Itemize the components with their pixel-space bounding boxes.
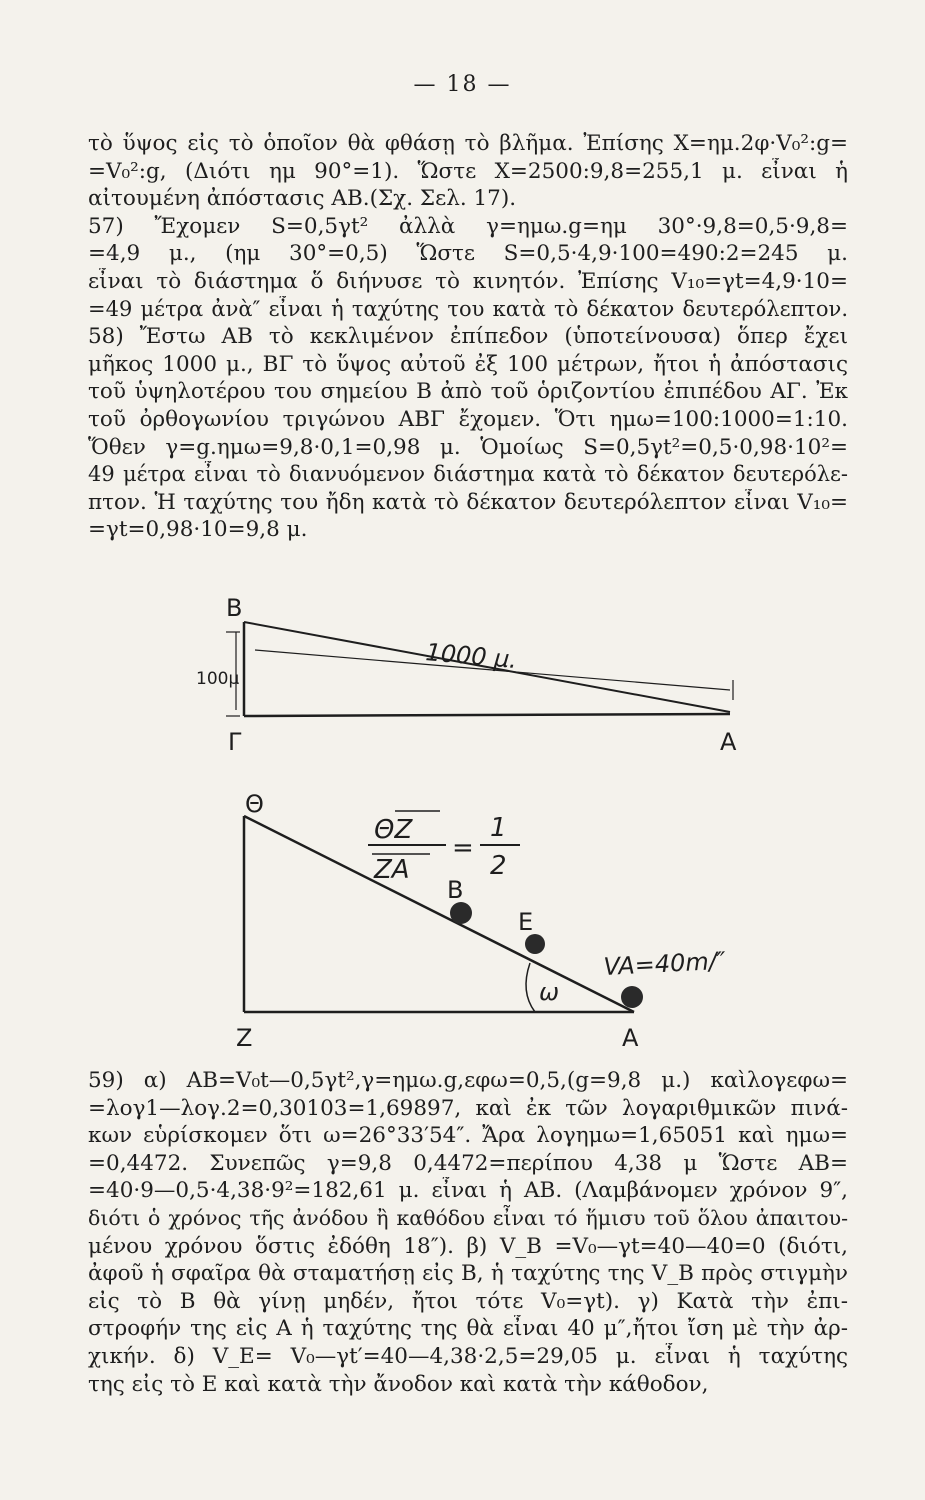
ratio-numerator: ΘΖ <box>374 815 413 845</box>
label-b: Β <box>226 594 243 622</box>
text-line: =49 μέτρα ἀνὰ″ εἶναι ἡ ταχύτης του κατὰ τὸ δέκατον δευτερόλεπτον. <box>88 296 848 321</box>
text-line: ἀφοῦ ἡ σφαῖρα θὰ σταματήσῃ εἰς Β, ἡ ταχύτης της V_B πρὸς στιγμὴν <box>88 1261 848 1287</box>
text-block-bottom <box>88 1067 848 1398</box>
text-line: διότι ὁ χρόνος τῆς ἀνόδου ἢ καθόδου εἶναι τό ἥμισυ τοῦ ὅλου ἀπαιτου- <box>88 1205 848 1230</box>
ball-a <box>621 986 643 1008</box>
label-b2: Β <box>447 876 464 904</box>
text-line: τὸ ὕψος εἰς τὸ ὁποῖον θὰ φθάσῃ τὸ βλῆμα. Ἐπίσης Χ=ημ.2φ·V₀²:g= <box>88 131 848 156</box>
text-line: τοῦ ὀρθογωνίου τριγώνου ΑΒΓ ἔχομεν. Ὅτι ημω=100:1000=1:10. <box>88 406 848 432</box>
text-line: =4,9 μ., (ημ 30°=0,5) Ὥστε S=0,5·4,9·100=490:2=245 μ. <box>88 241 848 267</box>
text-line: =V₀²:g, (Διότι ημ 90°=1). Ὥστε Χ=2500:9,8=255,1 μ. εἶναι ἡ <box>88 158 848 184</box>
label-a2: Α <box>622 1024 639 1052</box>
text-line: εἶναι τὸ διάστημα ὅ διήνυσε τὸ κινητόν. Ἐπίσης V₁₀=γt=4,9·10= <box>88 268 848 294</box>
ball-e <box>525 934 545 954</box>
figure-triangle <box>244 811 634 1012</box>
label-theta: Θ <box>245 790 264 818</box>
text-line: μένου χρόνου ὅστις ἐδόθη 18″). β) V_B =V₀—γt=40—40=0 (διότι, <box>88 1233 848 1259</box>
text-line: της εἰς τὸ Ε καὶ κατὰ τὴν ἄνοδον καὶ κατὰ τὴν κάθοδον, <box>88 1371 709 1397</box>
base-ga <box>244 714 730 716</box>
ratio-denominator: ΖΑ <box>374 855 410 885</box>
text-line: 58) Ἔστω ΑΒ τὸ κεκλιμένον ἐπίπεδον (ὑποτείνουσα) ὅπερ ἔχει <box>88 324 848 350</box>
length-label: 1000 μ. <box>424 638 519 674</box>
angle-label: ω <box>539 978 560 1006</box>
text-line: Ὅθεν γ=g.ημω=9,8·0,1=0,98 μ. Ὁμοίως S=0,5γt²=0,5·0,98·10²= <box>88 434 848 460</box>
angle-arc <box>526 963 535 1012</box>
label-g: Γ <box>228 728 242 756</box>
label-a: Α <box>720 728 737 756</box>
text-line: 49 μέτρα εἶναι τὸ διανυόμενον διάστημα κατὰ τὸ δέκατον δευτερόλε- <box>88 462 848 487</box>
text-line: =γt=0,98·10=9,8 μ. <box>88 517 308 543</box>
text-line: πτον. Ἡ ταχύτης του ἤδη κατὰ τὸ δέκατον δευτερόλεπτον εἶναι V₁₀= <box>88 489 848 515</box>
text-line: κων εὑρίσκομεν ὅτι ω=26°33′54″. Ἄρα λογημω=1,65051 καὶ ημω= <box>88 1123 848 1149</box>
ratio-equals: = <box>452 833 474 863</box>
height-label: 100μ <box>196 669 240 689</box>
text-line: τοῦ ὑψηλοτέρου του σημείου Β ἀπὸ τοῦ ὁριζοντίου ἐπιπέδου ΑΓ. Ἐκ <box>88 379 848 405</box>
velocity-label: VA=40m/″ <box>602 946 727 981</box>
text-line: =40·9—0,5·4,38·9²=182,61 μ. εἶναι ἡ ΑΒ. (Λαμβάνομεν χρόνον 9″, <box>88 1178 848 1204</box>
text-line: 59) α) ΑΒ=V₀t—0,5γt²,γ=ημω.g,εφω=0,5,(g=9,8 μ.) καὶλογεφω= <box>88 1068 848 1093</box>
page-number: — 18 — <box>413 72 512 97</box>
text-line: =λογ1—λογ.2=0,30103=1,69897, καὶ ἐκ τῶν λογαριθμικῶν πινά- <box>88 1095 848 1121</box>
text-line: αἰτουμένη ἀπόστασις ΑΒ.(Σχ. Σελ. 17). <box>88 186 517 212</box>
text-line: χικήν. δ) V_E= V₀—γt′=40—4,38·2,5=29,05 μ. εἶναι ἡ ταχύτης <box>88 1343 848 1369</box>
label-e: Ε <box>518 908 534 936</box>
label-z: Ζ <box>236 1024 253 1052</box>
ratio-one: 1 <box>490 813 507 843</box>
text-line: μῆκος 1000 μ., ΒΓ τὸ ὕψος αὐτοῦ ἐξ 100 μέτρων, ἤτοι ἡ ἀπόστασις <box>88 351 848 377</box>
ball-b <box>450 902 472 924</box>
text-line: στροφήν της εἰς Α ἡ ταχύτης της θὰ εἶναι 40 μ″,ἤτοι ἴση μὲ τὴν ἀρ- <box>88 1316 848 1342</box>
ratio-two: 2 <box>490 851 507 881</box>
text-line: 57) Ἔχομεν S=0,5γt² ἀλλὰ γ=ημω.g=ημ 30°·9,8=0,5·9,8= <box>88 213 848 239</box>
text-line: =0,4472. Συνεπῶς γ=9,8 0,4472=περίπου 4,38 μ Ὥστε ΑΒ= <box>88 1150 848 1176</box>
text-line: εἰς τὸ Β θὰ γίνῃ μηδέν, ἤτοι τότε V₀=γt). γ) Κατὰ τὴν ἐπι- <box>88 1288 848 1314</box>
